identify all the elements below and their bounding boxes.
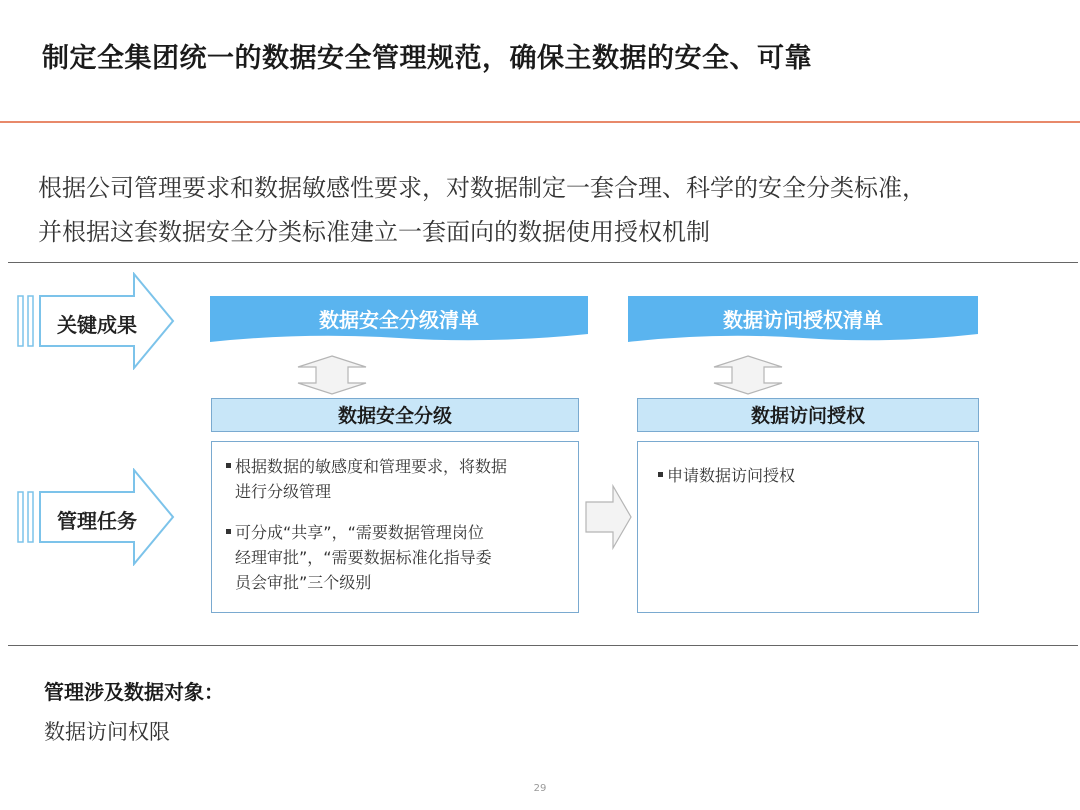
data-object-heading: 管理涉及数据对象： [44,680,224,704]
bullet-square [226,529,231,534]
bullet-text: 可分成“共享”，“需要数据管理岗位 [235,523,484,542]
results-banner-right-label: 数据访问授权清单 [723,308,883,332]
side-label-results: 关键成果 [57,313,137,337]
upper-divider [8,262,1078,263]
page-number: 29 [533,783,547,794]
bullet-text-cont: 员会审批”三个级别 [235,573,372,592]
page-title: 制定全集团统一的数据安全管理规范，确保主数据的安全、可靠 [42,43,812,74]
side-label-tasks: 管理任务 [57,509,137,533]
flow-arrow-right [585,484,633,550]
task-bullet-left-1 [226,454,507,504]
title-divider [0,121,1080,123]
task-bullet-left-2 [226,520,492,595]
task-header-right: 数据访问授权 [637,398,979,432]
double-arrow-left [296,355,368,395]
bullet-text-cont: 经理审批”，“需要数据标准化指导委 [235,548,492,567]
lower-divider [8,645,1078,646]
results-arrow-stripe-2 [28,296,33,346]
bullet-text: 申请数据访问授权 [667,466,796,485]
results-banner-left-label: 数据安全分级清单 [319,308,479,332]
task-header-left: 数据安全分级 [211,398,579,432]
results-arrow-stripe-1 [18,296,23,346]
bullet-text-cont: 进行分级管理 [235,482,332,501]
bullet-text: 根据数据的敏感度和管理要求，将数据 [235,457,508,476]
task-bullet-right-1 [658,463,795,488]
intro-text [38,166,926,254]
data-object-value: 数据访问权限 [44,720,170,744]
intro-line-2: 并根据这套数据安全分类标准建立一套面向的数据使用授权机制 [38,218,710,246]
bullet-square [658,472,663,477]
tasks-arrow-stripe-2 [28,492,33,542]
bullet-square [226,463,231,468]
intro-line-1: 根据公司管理要求和数据敏感性要求，对数据制定一套合理、科学的安全分类标准， [38,174,926,202]
double-arrow-right [712,355,784,395]
tasks-arrow-stripe-1 [18,492,23,542]
